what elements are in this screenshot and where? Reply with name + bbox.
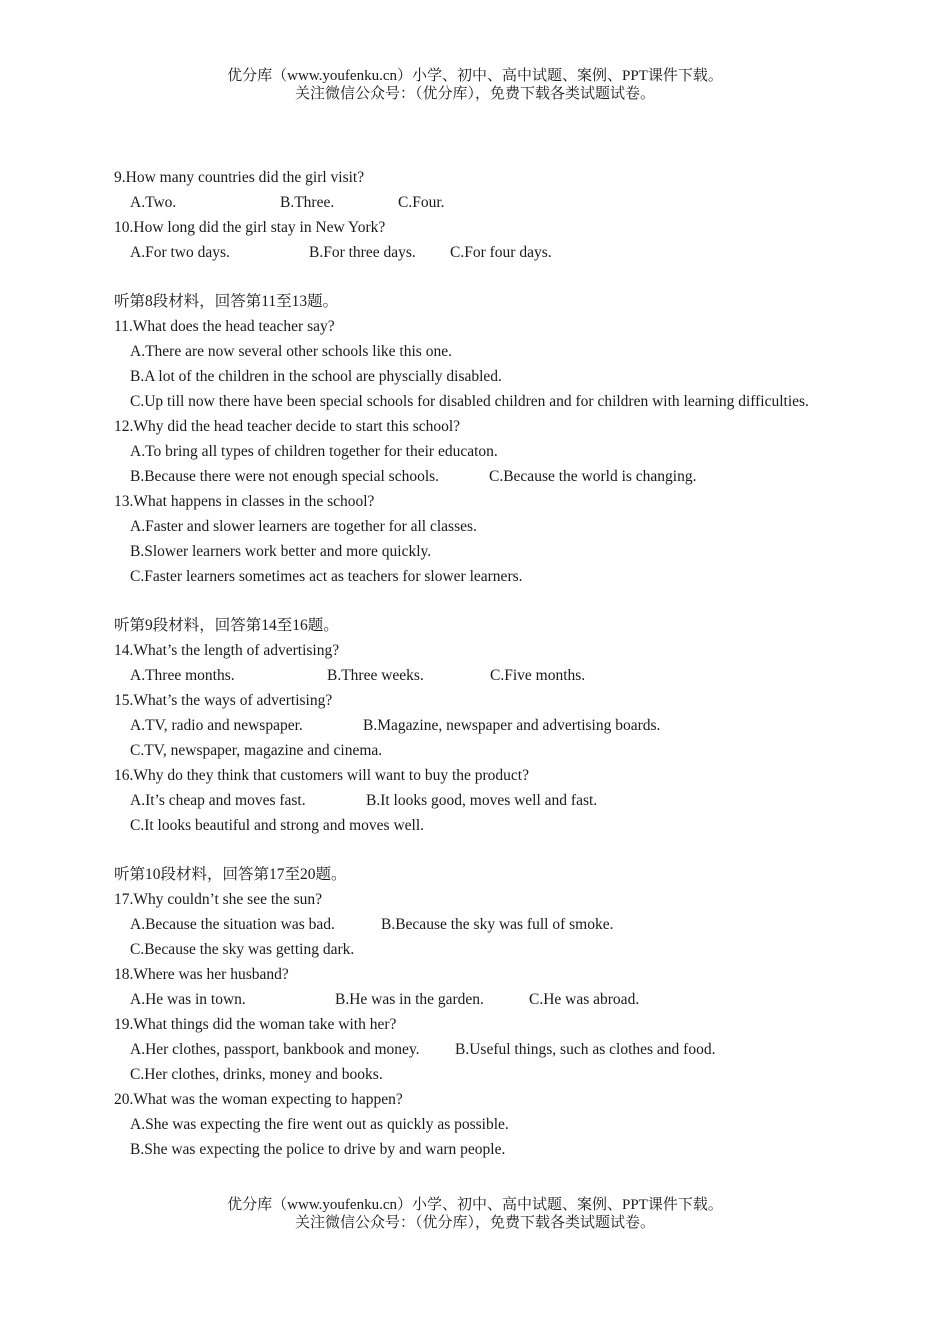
question-18: 18.Where was her husband?	[114, 966, 289, 983]
option-c: C.Because the world is changing.	[489, 468, 697, 485]
exam-content	[114, 165, 836, 1162]
question-10: 10.How long did the girl stay in New York?	[114, 219, 386, 236]
option-b: B.Magazine, newspaper and advertising boards.	[363, 717, 661, 734]
option-a: A.TV, radio and newspaper.	[130, 717, 303, 734]
option-b: B.Useful things, such as clothes and food.	[455, 1041, 716, 1058]
option-c: C.For four days.	[450, 244, 552, 261]
footer-line-1: 优分库（www.youfenku.cn）小学、初中、高中试题、案例、PPT课件下载。	[227, 1197, 723, 1213]
option-c: C.Four.	[398, 194, 445, 211]
question-14-options	[114, 663, 836, 688]
question-15: 15.What’s the ways of advertising?	[114, 692, 333, 709]
question-20: 20.What was the woman expecting to happen?	[114, 1091, 403, 1108]
question-16: 16.Why do they think that customers will want to buy the product?	[114, 767, 529, 784]
option-a: A.Three months.	[130, 667, 235, 684]
option-a: A.Because the situation was bad.	[130, 916, 335, 933]
question-11-option-c: C.Up till now there have been special schools for disabled children and for children with learning difficulties.	[130, 393, 809, 410]
question-20-option-b: B.She was expecting the police to drive by and warn people.	[130, 1141, 506, 1158]
question-13-option-c: C.Faster learners sometimes act as teachers for slower learners.	[130, 568, 523, 585]
footer-line-2: 关注微信公众号：（优分库），免费下载各类试题试卷。	[294, 1215, 655, 1231]
header-line-1: 优分库（www.youfenku.cn）小学、初中、高中试题、案例、PPT课件下载。	[227, 68, 723, 84]
question-17: 17.Why couldn’t she see the sun?	[114, 891, 323, 908]
option-b: B.For three days.	[309, 244, 416, 261]
option-b: B.It looks good, moves well and fast.	[366, 792, 598, 809]
question-11-option-b: B.A lot of the children in the school are physcially disabled.	[130, 368, 502, 385]
question-20-option-a: A.She was expecting the fire went out as quickly as possible.	[130, 1116, 509, 1133]
question-9: 9.How many countries did the girl visit?	[114, 169, 365, 186]
option-c: C.Five months.	[490, 667, 586, 684]
option-a: A.Two.	[130, 194, 177, 211]
question-11-option-a: A.There are now several other schools like this one.	[130, 343, 452, 360]
section-8-instruction: 听第8段材料，回答第11至13题。	[114, 293, 339, 310]
question-14: 14.What’s the length of advertising?	[114, 642, 340, 659]
question-12-options-bc	[114, 464, 836, 489]
question-19: 19.What things did the woman take with her?	[114, 1016, 397, 1033]
option-b: B.Because there were not enough special schools.	[130, 468, 440, 485]
question-11: 11.What does the head teacher say?	[114, 318, 335, 335]
option-a: A.He was in town.	[130, 991, 246, 1008]
question-16-option-c: C.It looks beautiful and strong and moves well.	[130, 817, 425, 834]
option-a: A.For two days.	[130, 244, 230, 261]
question-19-options-ab	[114, 1037, 836, 1062]
option-b: B.Three.	[280, 194, 335, 211]
question-16-options-ab	[114, 788, 836, 813]
question-9-options	[114, 190, 836, 215]
question-12: 12.Why did the head teacher decide to start this school?	[114, 418, 461, 435]
option-a: A.It’s cheap and moves fast.	[130, 792, 306, 809]
section-10-instruction: 听第10段材料，回答第17至20题。	[114, 866, 347, 883]
question-12-option-a: A.To bring all types of children together for their educaton.	[130, 443, 498, 460]
question-13-option-b: B.Slower learners work better and more quickly.	[130, 543, 432, 560]
question-13: 13.What happens in classes in the school?	[114, 493, 375, 510]
option-b: B.He was in the garden.	[335, 991, 484, 1008]
question-13-option-a: A.Faster and slower learners are together for all classes.	[130, 518, 477, 535]
question-10-options	[114, 240, 836, 265]
section-9-instruction: 听第9段材料，回答第14至16题。	[114, 617, 339, 634]
page-header	[0, 67, 950, 103]
option-c: C.He was abroad.	[529, 991, 640, 1008]
option-a: A.Her clothes, passport, bankbook and money.	[130, 1041, 420, 1058]
question-17-options-ab	[114, 912, 836, 937]
question-19-option-c: C.Her clothes, drinks, money and books.	[130, 1066, 383, 1083]
question-15-option-c: C.TV, newspaper, magazine and cinema.	[130, 742, 383, 759]
question-18-options	[114, 987, 836, 1012]
header-line-2: 关注微信公众号：（优分库），免费下载各类试题试卷。	[294, 86, 655, 102]
option-b: B.Three weeks.	[327, 667, 424, 684]
question-15-options-ab	[114, 713, 836, 738]
page-footer	[0, 1196, 950, 1232]
option-b: B.Because the sky was full of smoke.	[381, 916, 614, 933]
question-17-option-c: C.Because the sky was getting dark.	[130, 941, 355, 958]
